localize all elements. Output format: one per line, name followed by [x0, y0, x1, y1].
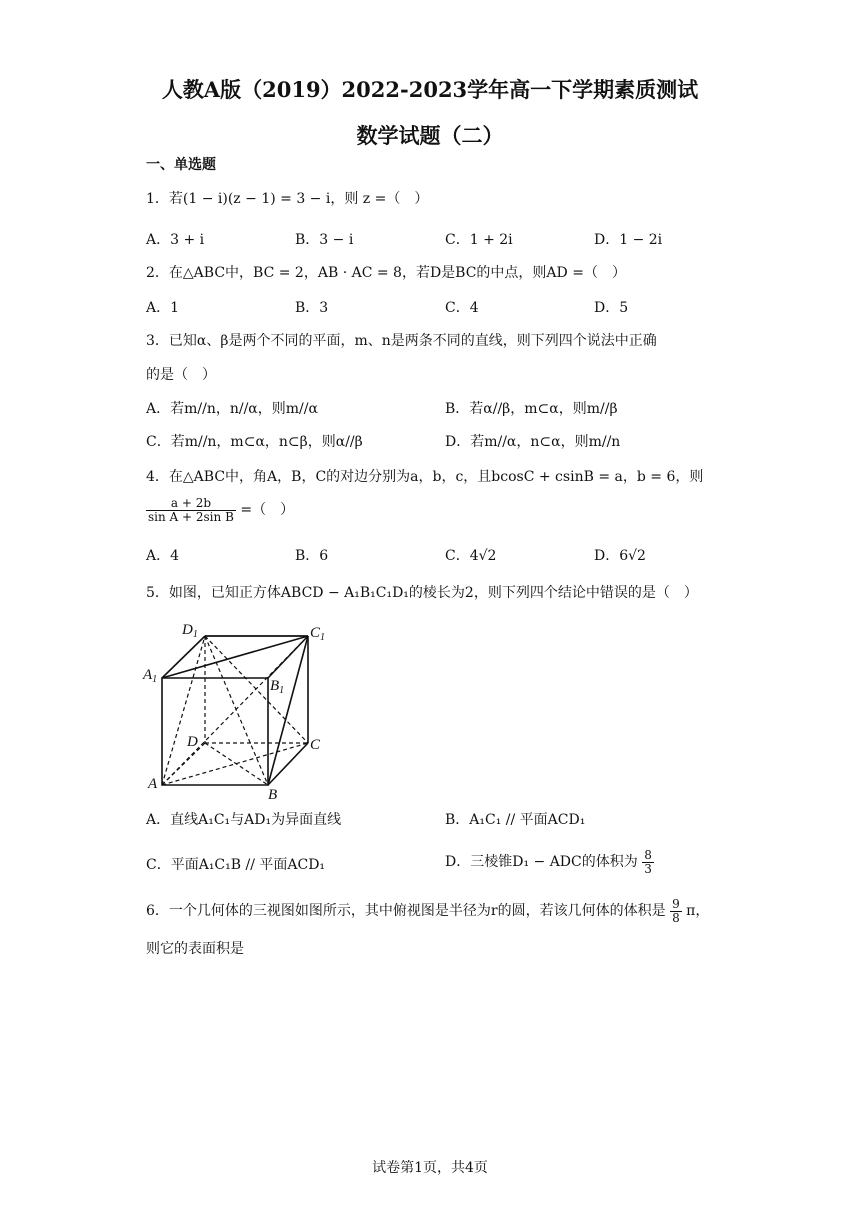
- question-1-option-c: C．1 + 2i: [445, 232, 513, 248]
- question-5-stem: 5．如图，已知正方体ABCD − A₁B₁C₁D₁的棱长为2，则下列四个结论中错误的是（ ）: [146, 585, 698, 601]
- question-4-fraction-numerator: a + 2b: [146, 497, 236, 511]
- question-5-option-d-numerator: 8: [644, 848, 652, 862]
- page-footer: 试卷第1页，共4页: [372, 1160, 488, 1176]
- question-6-fraction-numerator: 9: [672, 897, 680, 911]
- question-6-fraction: [670, 898, 682, 924]
- title-line-1: 人教A版（2019）2022-2023学年高一下学期素质测试: [161, 77, 699, 102]
- cube-figure: [140, 615, 340, 800]
- cube-diagonal-db: [205, 743, 268, 785]
- question-3-stem-line-2: 的是（ ）: [146, 367, 216, 383]
- question-5-option-b: B．A₁C₁ // 平面ACD₁: [445, 812, 586, 828]
- label-d1: $D_1$: [182, 622, 198, 640]
- question-4-option-b: B．6: [295, 548, 329, 564]
- label-b1: $B_1$: [270, 678, 285, 696]
- question-3-option-c: C．若m//n，m⊂α，n⊂β，则α//β: [146, 434, 363, 450]
- question-3-option-a: A．若m//n，n//α，则m//α: [146, 401, 318, 417]
- question-4-stem-line-1: 4．在△ABC中，角A，B，C的对边分别为a，b，c，且bcosC + csinB = a，b = 6，则: [146, 469, 704, 485]
- question-5-option-d-fraction: [642, 849, 654, 875]
- question-4-option-c: C．4√2: [445, 548, 497, 564]
- question-2-option-d: D．5: [594, 300, 629, 316]
- question-6-fraction-tail: π，: [686, 903, 710, 920]
- question-5-option-d-text: D．三棱锥D₁ − ADC的体积为: [445, 854, 638, 871]
- question-1-option-a: A．3 + i: [146, 232, 205, 248]
- question-2-option-b: B．3: [295, 300, 329, 316]
- question-6-fraction-denominator: 8: [672, 910, 680, 925]
- question-5-option-c: C．平面A₁C₁B // 平面ACD₁: [146, 857, 326, 873]
- label-d: D: [187, 734, 198, 750]
- question-4-option-d: D．6√2: [594, 548, 646, 564]
- label-a: A: [148, 776, 158, 792]
- question-5-option-d: [445, 849, 654, 875]
- question-1-option-b: B．3 − i: [295, 232, 354, 248]
- question-6-stem-line-2: 则它的表面积是: [146, 941, 244, 957]
- question-3-stem-line-1: 3．已知α、β是两个不同的平面，m、n是两条不同的直线，则下列四个说法中正确: [146, 333, 657, 349]
- label-b: B: [268, 787, 278, 800]
- label-a1: $A_1$: [143, 667, 158, 685]
- section-heading: 一、单选题: [146, 157, 216, 173]
- question-6-stem-text: 6．一个几何体的三视图如图所示，其中俯视图是半径为r的圆，若该几何体的体积是: [146, 903, 666, 920]
- question-6-stem-line-1: [146, 898, 709, 924]
- question-1-option-d: D．1 − 2i: [594, 232, 663, 248]
- question-3-option-d: D．若m//α，n⊂α，则m//n: [445, 434, 621, 450]
- question-4-stem-tail: =（ ）: [240, 502, 295, 519]
- label-c: C: [310, 737, 321, 753]
- cube-diagonal-d1b: [205, 636, 268, 785]
- question-3-option-b: B．若α//β，m⊂α，则m//β: [445, 401, 618, 417]
- question-4-fraction-denominator: sin A + 2sin B: [148, 509, 234, 524]
- question-4-option-a: A．4: [146, 548, 180, 564]
- question-1-stem: 1．若(1 − i)(z − 1) = 3 − i，则 z =（ ）: [146, 191, 429, 207]
- question-4-stem-line-2: [146, 497, 294, 523]
- question-2-stem: 2．在△ABC中，BC = 2，AB · AC = 8，若D是BC的中点，则AD =（ ）: [146, 265, 626, 281]
- label-c1: $C_1$: [310, 625, 326, 643]
- question-5-option-a: A．直线A₁C₁与AD₁为异面直线: [146, 812, 342, 828]
- question-2-option-a: A．1: [146, 300, 180, 316]
- question-5-option-d-denominator: 3: [644, 861, 652, 876]
- question-2-option-c: C．4: [445, 300, 479, 316]
- question-4-fraction: [146, 497, 236, 523]
- title-line-2: 数学试题（二）: [356, 123, 504, 148]
- cube-diagonal-bc1: [268, 636, 308, 785]
